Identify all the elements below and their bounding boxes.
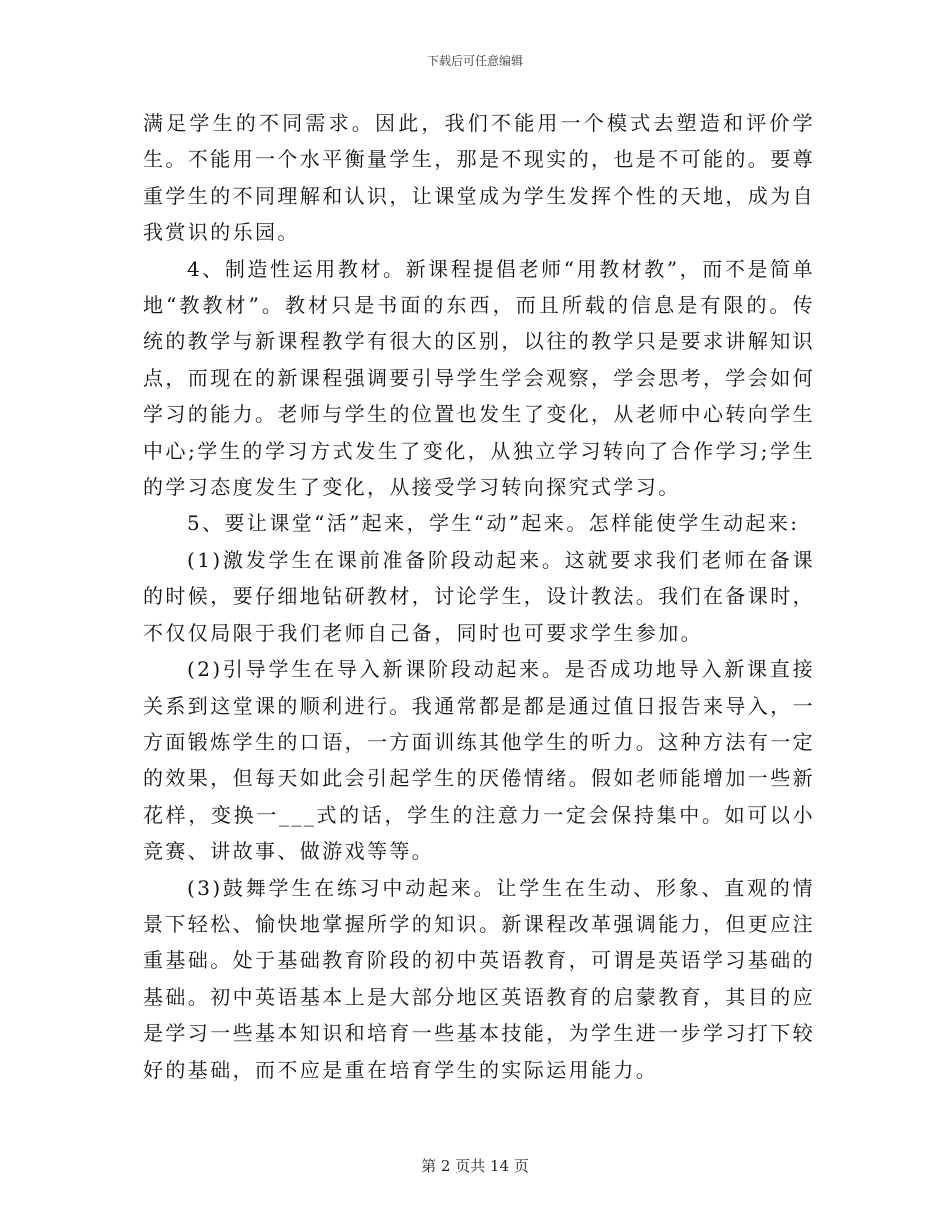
paragraph-sub-1-preparation: (1)激发学生在课前准备阶段动起来。这就要求我们老师在备课的时候，要仔细地钻研教材，讨论学生，设计教法。我们在备课时，不仅仅局限于我们老师自己备，同时也可要求学生参加。 (143, 547, 815, 645)
document-body (143, 105, 815, 1088)
paragraph-sub-2-introduction: (2)引导学生在导入新课阶段动起来。是否成功地导入新课直接关系到这堂课的顺利进行。我通常都是都是通过值日报告来导入，一方面锻炼学生的口语，一方面训练其他学生的听力。这种方法有一定的效果，但每天如此会引起学生的厌倦情绪。假如老师能增加一些新花样，变换一___式的话，学生的注意力一定会保持集中。如可以小竞赛、讲故事、做游戏等等。 (143, 657, 815, 864)
paragraph-item-5-active-classroom: 5、要让课堂“活”起来，学生“动”起来。怎样能使学生动起来: (187, 511, 800, 536)
page-header: 下载后可任意编辑 (426, 54, 523, 68)
page-number-footer: 第 2 页共 14 页 (421, 1157, 529, 1175)
paragraph-continuation: 满足学生的不同需求。因此，我们不能用一个模式去塑造和评价学生。不能用一个水平衡量学生，那是不现实的，也是不可能的。要尊重学生的不同理解和认识，让课堂成为学生发挥个性的天地，成为自我赏识的乐园。 (143, 111, 815, 245)
paragraph-item-4-teaching-materials: 4、制造性运用教材。新课程提倡老师“用教材教”，而不是简单地“教教材”。教材只是书面的东西，而且所载的信息是有限的。传统的教学与新课程教学有很大的区别，以往的教学只是要求讲解知识点，而现在的新课程强调要引导学生学会观察，学会思考，学会如何学习的能力。老师与学生的位置也发生了变化，从老师中心转向学生中心;学生的学习方式发生了变化，从独立学习转向了合作学习;学生的学习态度发生了变化，从接受学习转向探究式学习。 (143, 256, 815, 500)
paragraph-sub-3-practice: (3)鼓舞学生在练习中动起来。让学生在生动、形象、直观的情景下轻松、愉快地掌握所学的知识。新课程改革强调能力，但更应注重基础。处于基础教育阶段的初中英语教育，可谓是英语学习基础的基础。初中英语基本上是大部分地区英语教育的启蒙教育，其目的应是学习一些基本知识和培育一些基本技能，为学生进一步学习打下较好的基础，而不应是重在培育学生的实际运用能力。 (143, 875, 815, 1082)
